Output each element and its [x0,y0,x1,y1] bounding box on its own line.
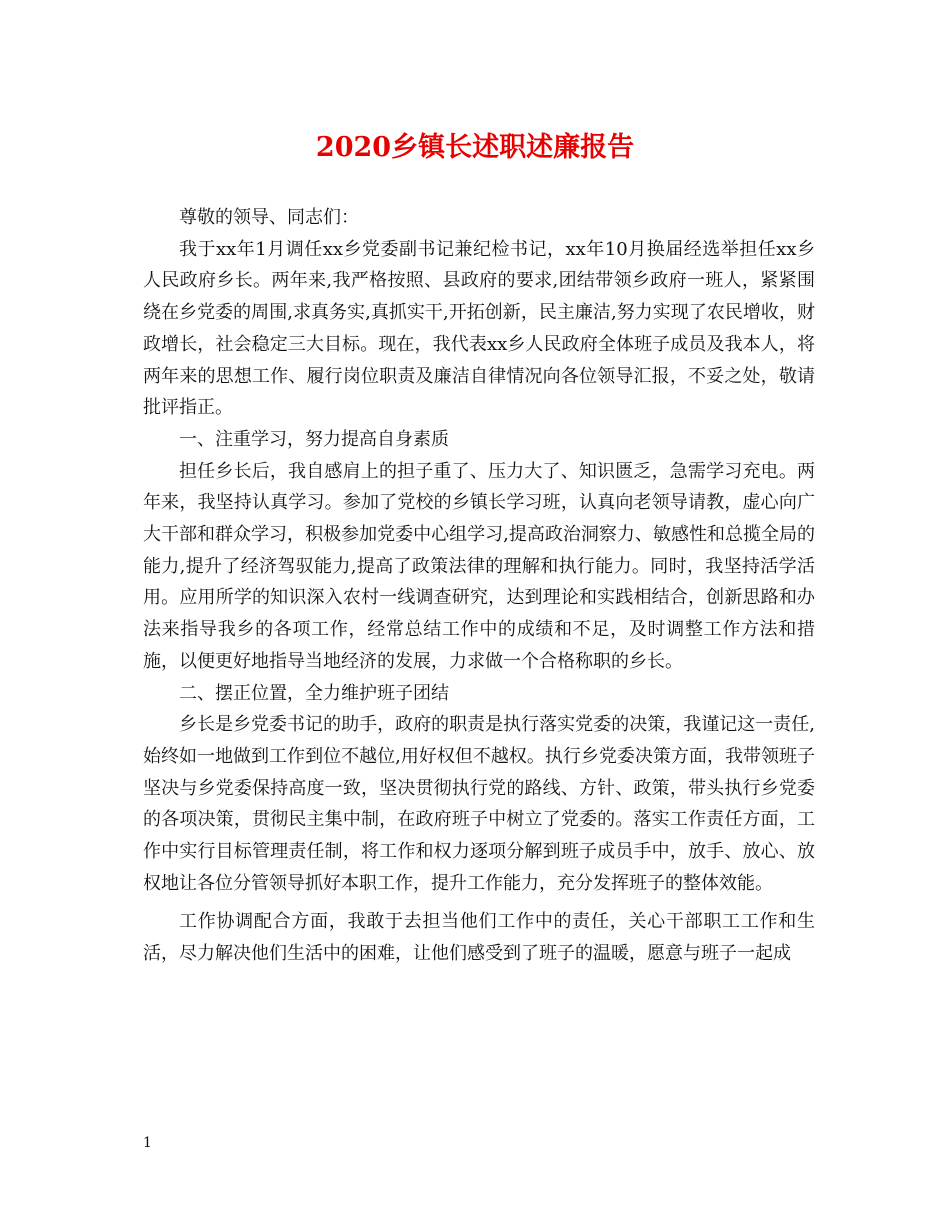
document-title: 2020乡镇长述职述廉报告 [315,132,635,163]
section-2-paragraph: 乡长是乡党委书记的助手，政府的职责是执行落实党委的决策，我谨记这一责任,始终如一地做到工作到位不越位,用好权但不越权。执行乡党委决策方面，我带领班子坚决与乡党委保持高度一致，坚决贯彻执行党的路线、方针、政策，带头执行乡党委的各项决策，贯彻民主集中制，在政府班子中树立了党委的。落实工作责任方面，工作中实行目标管理责任制，将工作和权力逐项分解到班子成员手中，放手、放心、放权地让各位分管领导抓好本职工作，提升工作能力，充分发挥班子的整体效能。 [143,714,815,894]
salutation-paragraph: 尊敬的领导、同志们： [179,207,359,228]
section-1-paragraph: 担任乡长后，我自感肩上的担子重了、压力大了、知识匮乏，急需学习充电。两年来，我坚持认真学习。参加了党校的乡镇长学习班，认真向老领导请教，虚心向广大干部和群众学习，积极参加党委中心组学习,提高政治洞察力、敏感性和总揽全局的能力,提升了经济驾驭能力,提高了政策法律的理解和执行能力。同时，我坚持活学活用。应用所学的知识深入农村一线调查研究，达到理论和实践相结合，创新思路和办法来指导我乡的各项工作，经常总结工作中的成绩和不足，及时调整工作方法和措施，以便更好地指导当地经济的发展，力求做一个合格称职的乡长。 [143,460,815,672]
section-heading-2: 二、摆正位置，全力维护班子团结 [179,682,449,704]
intro-paragraph: 我于xx年1月调任xx乡党委副书记兼纪检书记，xx年10月换届经选举担任xx乡人民政府乡长。两年来,我严格按照、县政府的要求,团结带领乡政府一班人，紧紧围绕在乡党委的周围,求真务实,真抓实干,开拓创新，民主廉洁,努力实现了农民增收，财政增长，社会稳定三大目标。现在，我代表xx乡人民政府全体班子成员及我本人，将两年来的思想工作、履行岗位职责及廉洁自律情况向各位领导汇报，不妥之处，敬请批评指正。 [143,238,815,419]
section-2-continued-paragraph: 工作协调配合方面，我敢于去担当他们工作中的责任，关心干部职工工作和生活，尽力解决他们生活中的困难，让他们感受到了班子的温暖，愿意与班子一起成 [143,911,815,965]
section-heading-1: 一、注重学习，努力提高自身素质 [179,428,449,450]
document-body [143,202,815,970]
page-number: 1 [143,1135,152,1151]
